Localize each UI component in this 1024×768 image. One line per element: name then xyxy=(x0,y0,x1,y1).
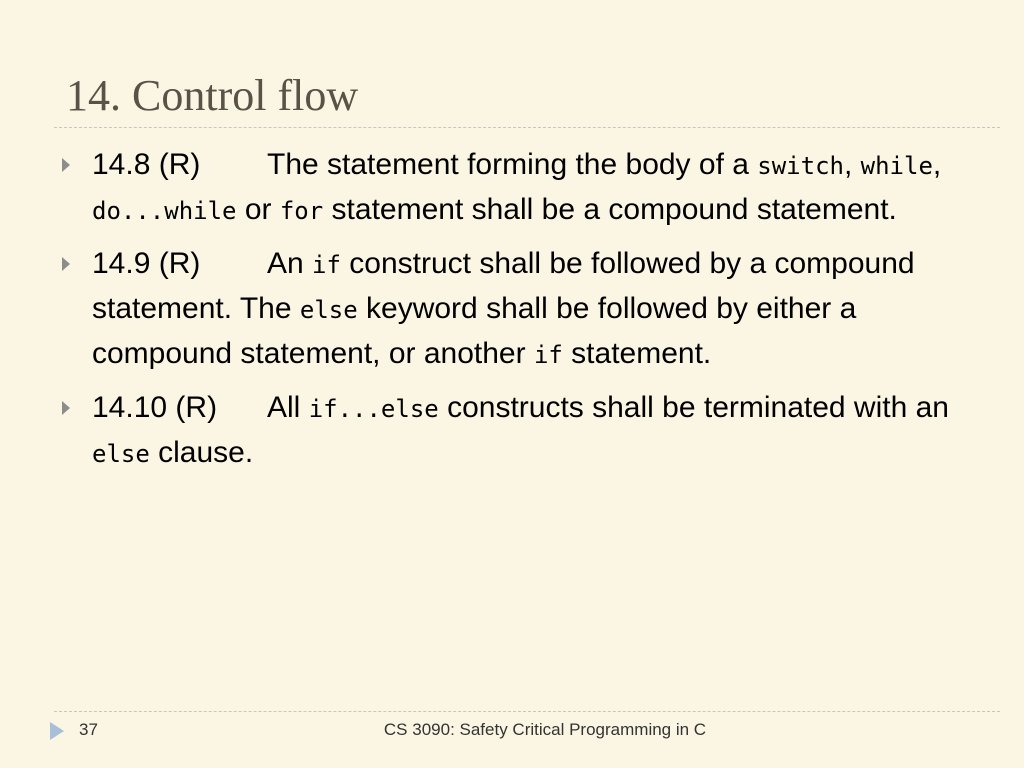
footer-arrow-icon xyxy=(50,722,64,740)
bullet-item xyxy=(92,386,962,476)
bullet-item xyxy=(92,143,962,233)
page-number: 37 xyxy=(79,720,98,739)
code-keyword: for xyxy=(279,197,324,225)
rule-text: clause. xyxy=(149,436,254,469)
bullet-arrow-icon xyxy=(62,401,70,415)
rule-text: or xyxy=(236,193,280,226)
rule-number: 14.9 (R) xyxy=(92,247,201,280)
code-keyword: do...while xyxy=(92,197,237,225)
rule-text: statement shall be a compound statement. xyxy=(323,193,897,226)
code-keyword: while xyxy=(860,152,933,180)
title-divider xyxy=(54,127,1000,128)
code-keyword: switch xyxy=(757,152,844,180)
rule-text: construct shall be followed by a compound statement. The xyxy=(92,247,915,325)
bullet-arrow-icon xyxy=(62,158,70,172)
code-keyword: if...else xyxy=(308,395,439,423)
rule-number: 14.10 (R) xyxy=(92,391,218,424)
code-keyword: else xyxy=(92,440,150,468)
rule-text: An xyxy=(267,247,313,280)
rule-text: , xyxy=(932,148,942,181)
rule-text: The statement forming the body of a xyxy=(267,148,758,181)
code-keyword: if xyxy=(533,341,563,369)
rule-text: keyword shall be followed by either a compound statement, or another xyxy=(92,292,857,370)
footer-divider xyxy=(54,711,1000,712)
code-keyword: if xyxy=(312,251,341,279)
rule-text: statement. xyxy=(562,337,712,370)
bullet-list xyxy=(92,143,962,485)
bullet-arrow-icon xyxy=(62,257,70,271)
rule-number: 14.8 (R) xyxy=(92,148,201,181)
slide-title: 14. Control flow xyxy=(66,71,359,120)
rule-text: All xyxy=(267,391,309,424)
bullet-item xyxy=(92,242,962,377)
rule-text: constructs shall be terminated with an xyxy=(438,391,949,424)
footer-course-title: CS 3090: Safety Critical Programming in C xyxy=(383,720,707,739)
rule-text: , xyxy=(843,148,861,181)
code-keyword: else xyxy=(299,296,358,324)
